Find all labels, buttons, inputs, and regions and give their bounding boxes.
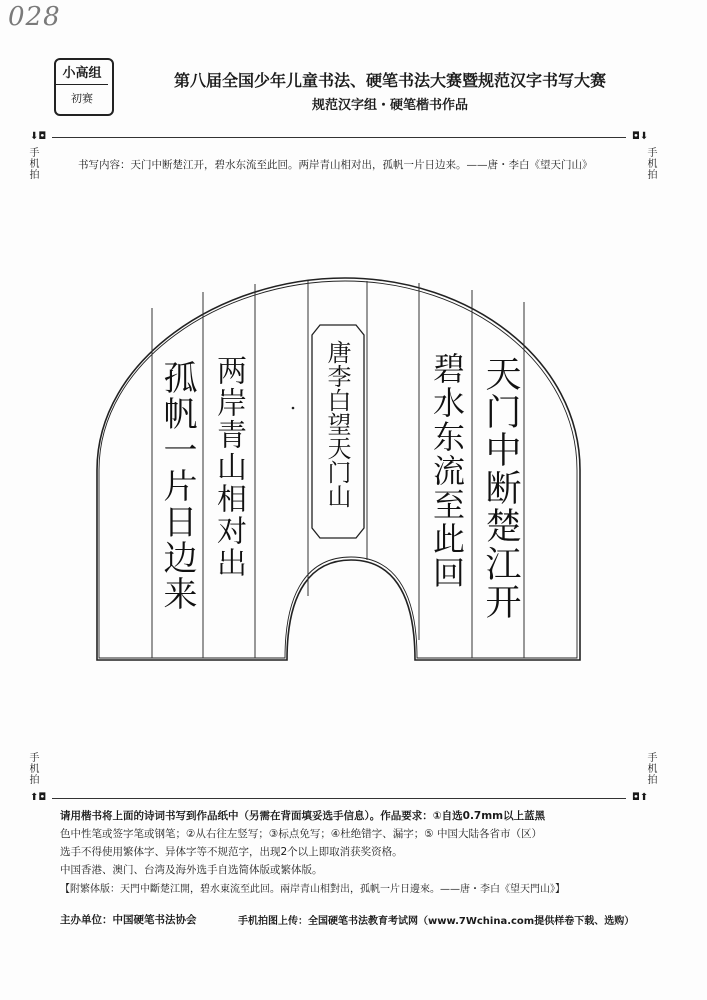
instruction-line: 请用楷书将上面的诗词书写到作品纸中（另需在背面填妥选手信息）。作品要求：①自选0.7mm以上蓝黑 [60,810,546,822]
content-line: 书写内容：天门中断楚江开，碧水东流至此回。两岸青山相对出，孤帆一片日边来。——唐・李白《望天门山》 [78,159,593,171]
camera-icon: ⬆◘ [30,792,47,803]
upload-info: 手机拍图上传：全国硬笔书法教育考试网（www.7Wchina.com提供样卷下载、选购） [238,916,635,927]
instruction-line: 选手不得使用繁体字、异体字等不规范字，出现2个以上即取消获奖资格。 [60,846,403,858]
handwritten-number: 028 [8,2,61,32]
verse-column-1: 天门中断楚江开 [480,355,521,621]
bottom-rule [52,798,626,799]
verse-column-4: 孤帆一片日边来 [157,360,197,612]
traditional-version: 【附繁体版：天門中斷楚江開，碧水東流至此回。兩岸青山相對出，孤帆一片日邊來。——唐・李白《望天門山》】 [60,884,565,895]
phone-label-left: 手机拍 [27,752,38,785]
camera-icon: ◘⬆ [632,792,649,803]
page-title: 第八届全国少年儿童书法、硬笔书法大赛暨规范汉字书写大赛 [173,71,606,90]
phone-label-right: 手机拍 [645,147,656,180]
organizer: 主办单位：中国硬笔书法协会 [60,914,197,926]
instruction-line: 中国香港、澳门、台湾及海外选手自选简体版或繁体版。 [60,864,323,876]
phone-label-right: 手机拍 [645,752,656,785]
camera-icon: ◘⬇ [632,131,649,142]
verse-column-2: 碧水东流至此回 [428,352,466,590]
instruction-line: 色中性笔或签字笔或钢笔；②从右往左竖写；③标点免写；④杜绝错字、漏字；⑤ 中国大陆各省市（区） [60,828,542,840]
center-title: 唐李白望天门山 [323,340,351,508]
group-label: 小高组 [62,66,102,81]
camera-icon: ⬇◘ [30,131,47,142]
verse-column-3: 两岸青山相对出 [211,355,246,579]
round-label: 初赛 [71,92,93,105]
page-subtitle: 规范汉字组・硬笔楷书作品 [311,98,468,113]
phone-label-left: 手机拍 [27,147,38,180]
